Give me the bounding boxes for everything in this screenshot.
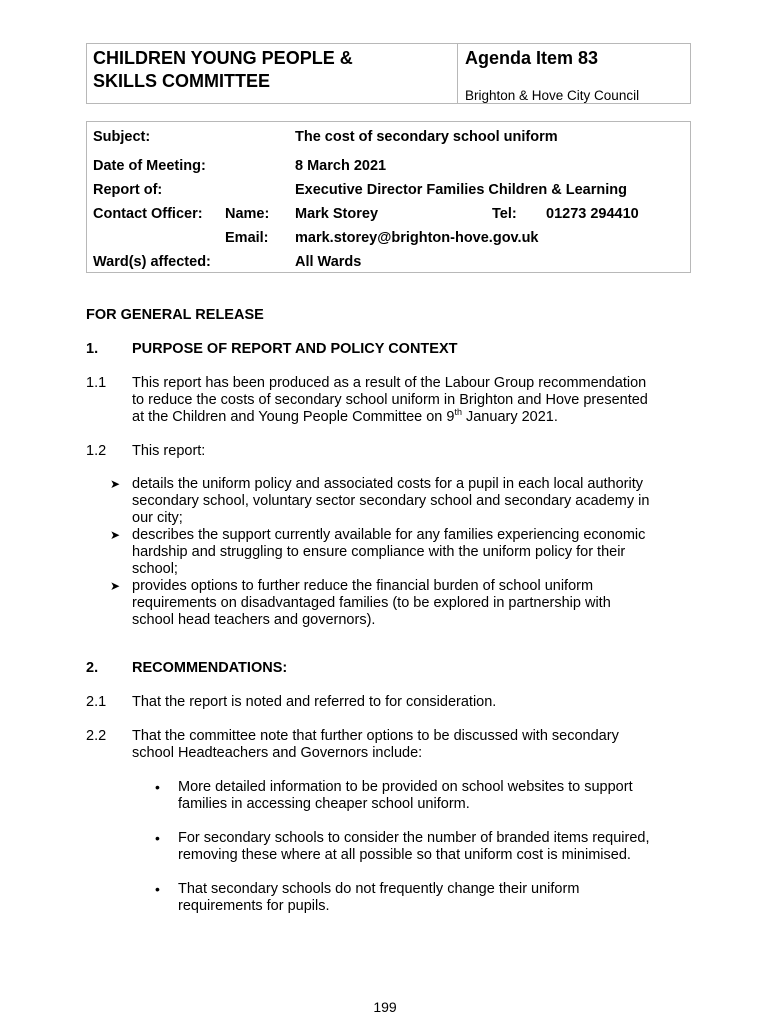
list-item-line: school; (132, 561, 178, 577)
list-item-line: More detailed information to be provided on school websites to support (178, 779, 633, 795)
para-1-2-number: 1.2 (86, 443, 107, 459)
para-1-1-text (132, 375, 692, 426)
meeting-details-box (86, 121, 691, 273)
committee-header-box (86, 43, 691, 104)
para-1-1-line-text: January 2021. (461, 409, 558, 425)
list-item-line: requirements on disadvantaged families (to be explored in partnership with (132, 595, 611, 611)
council-name: Brighton & Hove City Council (465, 88, 640, 103)
para-2-1-number: 2.1 (86, 694, 107, 710)
contact-officer-label: Contact Officer: (93, 206, 203, 222)
report-of-value: Executive Director Families Children & Learning (295, 182, 627, 198)
para-2-2-line: That the committee note that further options to be discussed with secondary (132, 728, 619, 744)
para-2-2-text (132, 728, 692, 762)
committee-title-line2: SKILLS COMMITTEE (93, 71, 270, 91)
tel-value: 01273 294410 (546, 206, 639, 222)
para-1-1-line: to reduce the costs of secondary school uniform in Brighton and Hove presented (132, 392, 648, 408)
list-item-line: our city; (132, 510, 183, 526)
list-item-line: describes the support currently available for any families experiencing economic (132, 527, 646, 543)
name-label: Name: (225, 206, 270, 222)
para-2-2-number: 2.2 (86, 728, 107, 744)
section-1-number: 1. (86, 341, 99, 357)
list-item (132, 476, 692, 527)
agenda-item: Agenda Item 83 (465, 48, 599, 68)
committee-title-line1: CHILDREN YOUNG PEOPLE & (93, 48, 353, 68)
list-item (178, 830, 688, 864)
committee-title (93, 47, 453, 93)
para-1-1-line-text: at the Children and Young People Committee on 9 (132, 409, 455, 425)
para-2-1-text: That the report is noted and referred to for consideration. (132, 694, 497, 710)
tel-label: Tel: (492, 206, 517, 222)
date-label: Date of Meeting: (93, 158, 206, 174)
list-item-line: removing these where at all possible so that uniform cost is minimised. (178, 847, 631, 863)
list-item-line: details the uniform policy and associated costs for a pupil in each local authority (132, 476, 644, 492)
list-item-line: families in accessing cheaper school uniform. (178, 796, 470, 812)
list-item-line: That secondary schools do not frequently change their uniform (178, 881, 580, 897)
list-item (132, 578, 692, 629)
release-status: FOR GENERAL RELEASE (86, 307, 264, 323)
list-item-line: secondary school, voluntary sector secondary school and secondary academy in (132, 493, 650, 509)
section-2-title: RECOMMENDATIONS: (132, 660, 288, 676)
list-item-line: provides options to further reduce the financial burden of school uniform (132, 578, 594, 594)
arrow-bullet-icon: ➤ (110, 477, 121, 491)
bullet-dot-icon: • (155, 779, 160, 795)
email-value[interactable]: mark.storey@brighton-hove.gov.uk (295, 230, 539, 246)
name-value: Mark Storey (295, 206, 379, 222)
subject-label: Subject: (93, 129, 151, 145)
section-2-number: 2. (86, 660, 99, 676)
list-item-line: requirements for pupils. (178, 898, 330, 914)
para-1-2-intro: This report: (132, 443, 206, 459)
report-of-label: Report of: (93, 182, 163, 198)
para-1-1-number: 1.1 (86, 375, 107, 391)
list-item-line: hardship and struggling to ensure compliance with the uniform policy for their (132, 544, 626, 560)
para-1-1-line: This report has been produced as a result of the Labour Group recommendation (132, 375, 647, 391)
list-item (178, 779, 688, 813)
list-item-line: For secondary schools to consider the number of branded items required, (178, 830, 650, 846)
wards-value: All Wards (295, 254, 362, 270)
list-item-line: school head teachers and governors). (132, 612, 376, 628)
header-divider (457, 44, 458, 103)
para-2-2-line: school Headteachers and Governors include: (132, 745, 423, 761)
para-1-1-line (132, 409, 692, 426)
ordinal-suffix: th (454, 407, 462, 418)
bullet-dot-icon: • (155, 881, 160, 897)
subject-value: The cost of secondary school uniform (295, 129, 558, 145)
arrow-bullet-icon: ➤ (110, 528, 121, 542)
date-value: 8 March 2021 (295, 158, 387, 174)
list-item (132, 527, 692, 578)
email-label: Email: (225, 230, 269, 246)
page-number: 199 (373, 999, 397, 1015)
section-1-title: PURPOSE OF REPORT AND POLICY CONTEXT (132, 341, 458, 357)
arrow-bullet-icon: ➤ (110, 579, 121, 593)
wards-label: Ward(s) affected: (93, 254, 211, 270)
list-item (178, 881, 688, 915)
bullet-dot-icon: • (155, 830, 160, 846)
